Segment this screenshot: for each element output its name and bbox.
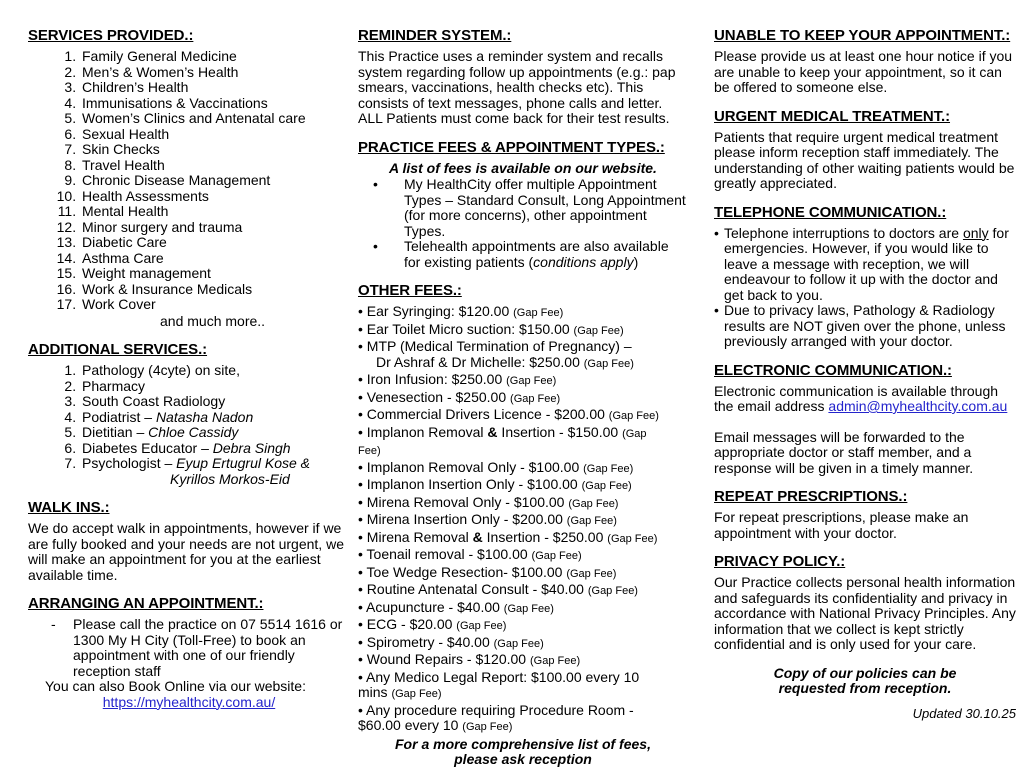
electronic-communication-section <box>714 362 1016 477</box>
additional-service-item: 3. South Coast Radiology <box>80 394 350 410</box>
policies-copy-note: Copy of our policies can be requested from reception. <box>773 664 957 696</box>
fee-item: • Mirena Removal & Insertion - $250.00 (Gap Fee) <box>358 530 688 548</box>
service-item: 11. Mental Health <box>80 204 350 220</box>
fee-item: • Routine Antenatal Consult - $40.00 (Gap Fee) <box>358 582 688 600</box>
other-fees-list <box>358 304 688 736</box>
gap-fee-label: (Gap Fee) <box>529 655 581 667</box>
telephone-bullet: • Telephone interruptions to doctors are only for emergencies. However, if you would like to leave a message with reception, we will endeavour to follow it up with the doctor and get back to you. <box>714 226 1016 304</box>
gap-fee-label: (Gap Fee) <box>607 532 658 545</box>
gap-fee-label: (Gap Fee) <box>587 585 638 597</box>
service-item: 4. Immunisations & Vaccinations <box>80 96 350 112</box>
gap-fee-label: (Gap Fee) <box>573 324 624 337</box>
gap-fee-label: (Gap Fee) <box>391 688 442 700</box>
fee-item: • Mirena Insertion Only - $200.00 (Gap Fee) <box>358 512 688 530</box>
fee-item: • Ear Syringing: $120.00 (Gap Fee) <box>358 304 688 322</box>
repeat-prescriptions-body: For repeat prescriptions, please make an appointment with your doctor. <box>714 509 969 541</box>
arranging-appointment-section <box>28 595 350 710</box>
dash-bullet: - <box>51 616 56 632</box>
gap-fee-label: (Gap Fee) <box>566 567 617 580</box>
arranging-appointment-text: Please call the practice on 07 5514 1616 or 1300 My H City (Toll-Free) to book an appointment with one of our friendly reception staff <box>73 616 343 679</box>
practice-fees-bullets <box>358 177 688 270</box>
electronic-communication-heading: ELECTRONIC COMMUNICATION.: <box>714 361 952 379</box>
gap-fee-label: (Gap Fee) <box>506 375 557 387</box>
gap-fee-label: (Gap Fee) <box>513 307 564 319</box>
services-provided-heading: SERVICES PROVIDED.: <box>28 27 194 44</box>
service-item: 6. Sexual Health <box>80 127 350 143</box>
services-list <box>28 49 350 313</box>
practice-fee-bullet: • My HealthCity offer multiple Appointment Types – Standard Consult, Long Appointment (for more concerns), other appointment Types. <box>358 177 688 239</box>
and-much-more-text: and much more.. <box>160 312 266 329</box>
additional-services-heading: ADDITIONAL SERVICES.: <box>28 341 208 358</box>
additional-service-item: 7. Psychologist – Eyup Ertugrul Kose & Kyrillos Morkos-Eid <box>80 456 350 487</box>
service-item: 14. Asthma Care <box>80 251 350 267</box>
privacy-policy-heading: PRIVACY POLICY.: <box>714 553 846 570</box>
walk-ins-body: We do accept walk in appointments, however if we are fully booked and your needs are not urgent, we will make an appointment for you at the earliest available time. <box>28 520 344 583</box>
fee-item: • ECG - $20.00 (Gap Fee) <box>358 617 688 635</box>
other-fees-section <box>358 282 688 768</box>
privacy-policy-section <box>714 553 1016 721</box>
reminder-system-section <box>358 27 688 127</box>
service-item: 1. Family General Medicine <box>80 49 350 65</box>
service-item: 10. Health Assessments <box>80 189 350 205</box>
telephone-communication-section <box>714 204 1016 350</box>
services-provided-section <box>28 27 350 329</box>
gap-fee-label: (Gap Fee) <box>462 721 513 733</box>
additional-service-item: 4. Podiatrist – Natasha Nadon <box>80 410 350 426</box>
gap-fee-label: Fee) <box>358 445 381 457</box>
gap-fee-label: (Gap Fee) <box>581 480 632 492</box>
privacy-policy-body: Our Practice collects personal health information and safeguards its confidentiality and privacy in accordance with National Privacy Principles. Any information that we collect is kept strictly confidential and is only used for your care. <box>714 574 1016 652</box>
fee-item: • Spirometry - $40.00 (Gap Fee) <box>358 635 688 653</box>
fee-item: • Acupuncture - $40.00 (Gap Fee) <box>358 600 688 618</box>
website-link[interactable]: https://myhealthcity.com.au/ <box>102 693 276 710</box>
gap-fee-label: (Gap Fee) <box>566 515 617 527</box>
additional-service-item: 5. Dietitian – Chloe Cassidy <box>80 425 350 441</box>
fee-item: • MTP (Medical Termination of Pregnancy) – Dr Ashraf & Dr Michelle: $250.00 (Gap Fee) <box>358 339 688 372</box>
reminder-system-body: This Practice uses a reminder system and recalls system regarding follow up appointments (e.g.: pap smears, vaccinations, health checks etc). This consists of text messages, phone calls and letter. ALL Patients must come back for their test results. <box>358 48 676 126</box>
gap-fee-label: (Gap Fee) <box>456 620 507 632</box>
fee-item: • Ear Toilet Micro suction: $150.00 (Gap Fee) <box>358 322 688 340</box>
telephone-bullet: • Due to privacy laws, Pathology & Radiology results are NOT given over the phone, unless previously arranged with your doctor. <box>714 303 1016 350</box>
gap-fee-label: (Gap Fee) <box>503 602 554 615</box>
service-item: 16. Work & Insurance Medicals <box>80 282 350 298</box>
arranging-appointment-item <box>28 617 350 679</box>
column-right <box>714 27 1016 768</box>
fees-footer <box>358 737 688 768</box>
fee-item: • Implanon Removal Only - $100.00 (Gap Fee) <box>358 460 688 478</box>
repeat-prescriptions-heading: REPEAT PRESCRIPTIONS.: <box>714 488 908 505</box>
fee-item: • Venesection - $250.00 (Gap Fee) <box>358 390 688 408</box>
fee-item: • Any Medico Legal Report: $100.00 every 10 mins (Gap Fee) <box>358 670 688 703</box>
gap-fee-label: (Gap Fee) <box>608 410 659 422</box>
arranging-appointment-heading: ARRANGING AN APPOINTMENT.: <box>28 595 264 612</box>
fee-item: • Commercial Drivers Licence - $200.00 (Gap Fee) <box>358 407 688 425</box>
gap-fee-label: (Gap Fee) <box>568 497 619 510</box>
unable-to-keep-appointment-heading: UNABLE TO KEEP YOUR APPOINTMENT.: <box>714 27 1011 44</box>
unable-to-keep-appointment-body: Please provide us at least one hour notice if you are unable to keep your appointment, so it can be offered to someone else. <box>714 48 1013 95</box>
book-online-text: You can also Book Online via our website: <box>45 678 306 694</box>
service-item: 3. Children’s Health <box>80 80 350 96</box>
additional-service-item: 6. Diabetes Educator – Debra Singh <box>80 441 350 457</box>
service-item: 13. Diabetic Care <box>80 235 350 251</box>
gap-fee-label: (Gap Fee) <box>493 637 544 650</box>
telephone-bullets <box>714 226 1016 350</box>
urgent-medical-treatment-heading: URGENT MEDICAL TREATMENT.: <box>714 107 951 125</box>
fees-website-note: A list of fees is available on our website. <box>389 159 657 176</box>
fee-item: • Mirena Removal Only - $100.00 (Gap Fee) <box>358 495 688 513</box>
fee-item: • Wound Repairs - $120.00 (Gap Fee) <box>358 652 688 670</box>
additional-service-item: 1. Pathology (4cyte) on site, <box>80 363 350 379</box>
fees-footer-line2: please ask reception <box>454 751 592 767</box>
gap-fee-label: (Gap Fee) <box>583 462 634 475</box>
urgent-medical-treatment-body: Patients that require urgent medical treatment please inform reception staff immediately. The understanding of other waiting patients would be greatly appreciated. <box>714 128 1015 191</box>
service-item: 15. Weight management <box>80 266 350 282</box>
practice-fees-section <box>358 139 688 271</box>
walk-ins-heading: WALK INS.: <box>28 499 110 516</box>
gap-fee-label: (Gap Fee) <box>583 357 634 370</box>
website-link-line <box>28 695 350 711</box>
gap-fee-label: (Gap Fee) <box>510 392 561 405</box>
email-forwarding-body: Email messages will be forwarded to the appropriate doctor or staff member, and a response will be given in a timely manner. <box>714 428 974 476</box>
fee-item: • Any procedure requiring Procedure Room - $60.00 every 10 (Gap Fee) <box>358 703 688 736</box>
service-item: 5. Women’s Clinics and Antenatal care <box>80 111 350 127</box>
reminder-system-heading: REMINDER SYSTEM.: <box>358 27 512 44</box>
additional-services-list <box>28 363 350 487</box>
electronic-communication-body: Electronic communication is available through the email address admin@myhealthcity.com.au <box>714 382 1008 414</box>
service-item: 12. Minor surgery and trauma <box>80 220 350 236</box>
fee-item: • Iron Infusion: $250.00 (Gap Fee) <box>358 372 688 390</box>
service-item: 2. Men’s & Women’s Health <box>80 65 350 81</box>
fee-item: • Implanon Insertion Only - $100.00 (Gap Fee) <box>358 477 688 495</box>
gap-fee-label: (Gap <box>622 427 647 440</box>
additional-service-item: 2. Pharmacy <box>80 379 350 395</box>
service-item: 17. Work Cover <box>80 297 350 313</box>
practice-fee-bullet: • Telehealth appointments are also available for existing patients (conditions apply) <box>358 239 688 270</box>
unable-to-keep-appointment-section <box>714 27 1016 96</box>
urgent-medical-treatment-section <box>714 108 1016 192</box>
repeat-prescriptions-section <box>714 488 1016 541</box>
fee-item: • Toe Wedge Resection- $100.00 (Gap Fee) <box>358 565 688 583</box>
telephone-communication-heading: TELEPHONE COMMUNICATION.: <box>714 203 947 221</box>
walk-ins-section <box>28 499 350 583</box>
column-left <box>28 27 350 768</box>
fees-footer-line1: For a more comprehensive list of fees, <box>395 735 651 752</box>
service-item: 8. Travel Health <box>80 158 350 174</box>
service-item: 9. Chronic Disease Management <box>80 173 350 189</box>
fee-item: • Implanon Removal & Insertion - $150.00 (Gap Fee) <box>358 425 688 460</box>
fee-item: • Toenail removal - $100.00 (Gap Fee) <box>358 547 688 565</box>
service-item: 7. Skin Checks <box>80 142 350 158</box>
email-link[interactable]: admin@myhealthcity.com.au <box>828 398 1008 414</box>
practice-fees-heading: PRACTICE FEES & APPOINTMENT TYPES.: <box>358 138 665 156</box>
gap-fee-label: (Gap Fee) <box>531 550 582 562</box>
additional-services-section <box>28 341 350 487</box>
column-middle <box>358 27 688 768</box>
updated-date: Updated 30.10.25 <box>912 705 1016 721</box>
other-fees-heading: OTHER FEES.: <box>358 282 462 299</box>
